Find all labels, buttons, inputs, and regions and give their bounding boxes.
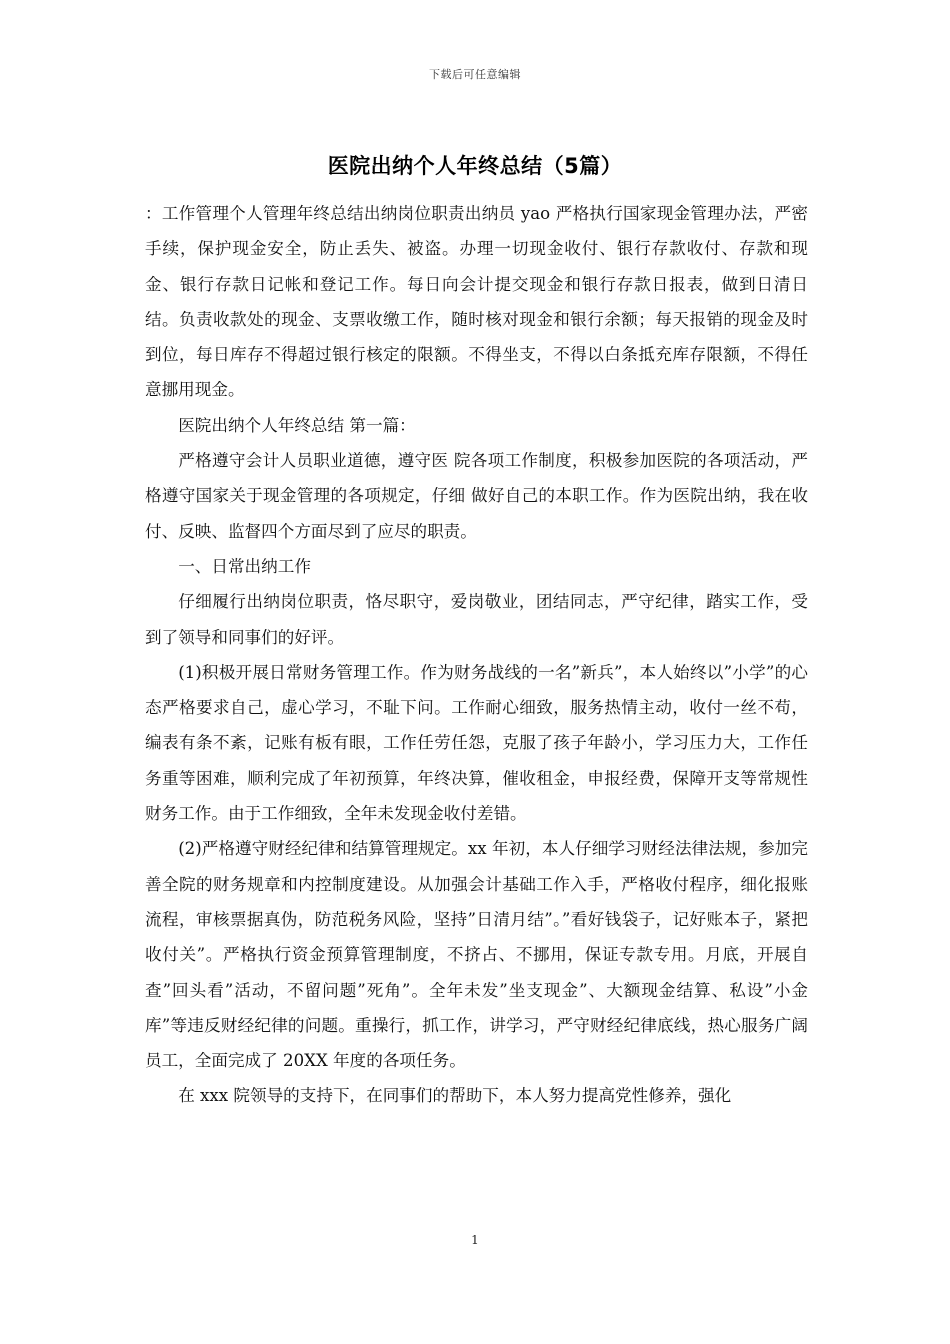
section-heading: 医院出纳个人年终总结 第一篇： <box>178 415 416 435</box>
document-body <box>145 196 808 1114</box>
body-paragraph: 严格遵守会计人员职业道德，遵守医 院各项工作制度，积极参加医院的各项活动，严格遵守国家关于现金管理的各项规定，仔细 做好自己的本职工作。作为医院出纳，我在收付、反映、监督四个方面尽到了应尽的职责。 <box>145 451 808 541</box>
intro-paragraph: ：工作管理个人管理年终总结出纳岗位职责出纳员 yao 严格执行国家现金管理办法，严密手续，保护现金安全，防止丢失、被盗。办理一切现金收付、银行存款收付、存款和现金、银行存款日记帐和登记工作。每日向会计提交现金和银行存款日报表，做到日清日结。负责收款处的现金、支票收缴工作，随时核对现金和银行余额；每天报销的现金及时到位，每日库存不得超过银行核定的限额。不得坐支，不得以白条抵充库存限额，不得任意挪用现金。 <box>145 204 808 400</box>
page-number: 1 <box>471 1233 479 1247</box>
document-title: 医院出纳个人年终总结（5篇） <box>327 154 623 178</box>
body-paragraph: 仔细履行出纳岗位职责，恪尽职守，爱岗敬业，团结同志，严守纪律，踏实工作，受到了领导和同事们的好评。 <box>145 592 808 647</box>
body-paragraph: (2)严格遵守财经纪律和结算管理规定。xx 年初，本人仔细学习财经法律法规，参加完善全院的财务规章和内控制度建设。从加强会计基础工作入手，严格收付程序，细化报账流程，审核票据真伪，防范税务风险，坚持”日清月结”。”看好钱袋子，记好账本子，紧把收付关”。严格执行资金预算管理制度，不挤占、不挪用，保证专款专用。月底，开展自查”回头看”活动，不留问题”死角”。全年未发”坐支现金”、大额现金结算、私设”小金库”等违反财经纪律的问题。重操行，抓工作，讲学习，严守财经纪律底线，热心服务广阔员工，全面完成了 20XX 年度的各项任务。 <box>145 839 808 1071</box>
body-paragraph: (1)积极开展日常财务管理工作。作为财务战线的一名”新兵”，本人始终以”小学”的心态严格要求自己，虚心学习，不耻下问。工作耐心细致，服务热情主动，收付一丝不苟，编表有条不紊，记账有板有眼，工作任劳任怨，克服了孩子年龄小，学习压力大，工作任务重等困难，顺利完成了年初预算，年终决算，催收租金，申报经费，保障开支等常规性财务工作。由于工作细致，全年未发现金收付差错。 <box>145 662 808 824</box>
subsection-heading: 一、日常出纳工作 <box>178 556 311 576</box>
header-note: 下载后可任意编辑 <box>429 68 521 81</box>
body-paragraph: 在 xxx 院领导的支持下，在同事们的帮助下，本人努力提高党性修养，强化 <box>178 1086 732 1106</box>
